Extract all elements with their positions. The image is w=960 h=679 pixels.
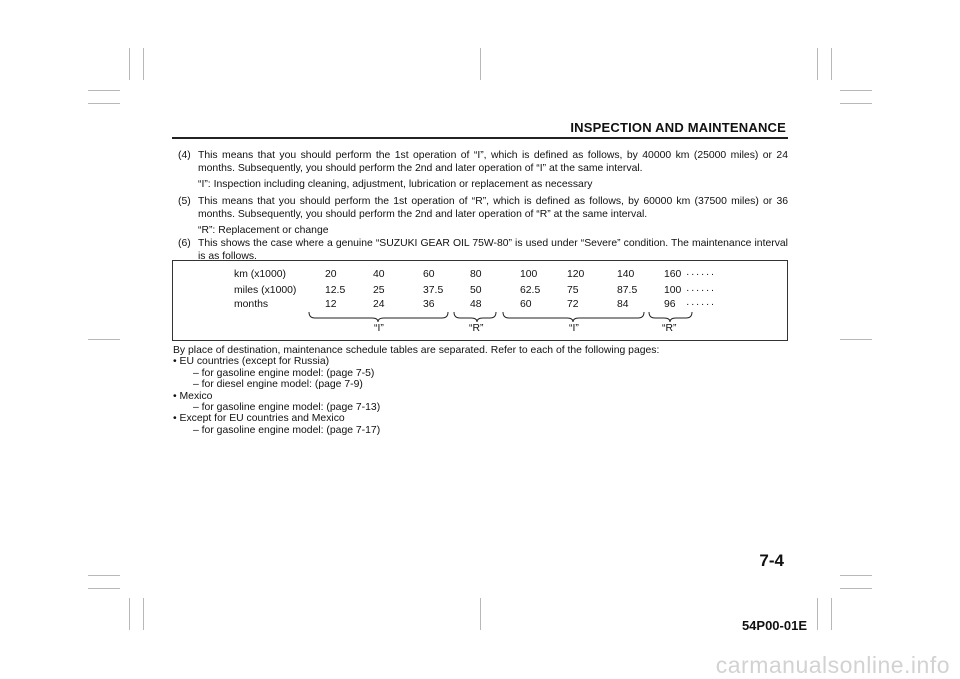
item-text: This shows the case where a genuine “SUZUKI GEAR OIL 75W-80” is used under “Severe” condition. The maintenance interval is as follows.	[198, 238, 788, 262]
crop-mark	[840, 103, 872, 104]
km-value: 100	[520, 269, 538, 280]
brace-label: “I”	[374, 323, 384, 334]
brace-label: “R”	[469, 323, 484, 334]
km-value: 80	[470, 269, 482, 280]
miles-value: 87.5	[617, 285, 638, 296]
item-number: (4)	[178, 150, 191, 161]
km-value: 40	[373, 269, 385, 280]
sub-mexico-gasoline: – for gasoline engine model: (page 7-13)	[193, 402, 381, 414]
months-value: 60	[520, 299, 532, 310]
document-code: 54P00-01E	[741, 618, 807, 633]
row-label-km: km (x1000)	[234, 269, 286, 280]
months-value: 72	[567, 299, 579, 310]
row-label-miles: miles (x1000)	[234, 285, 297, 296]
crop-mark	[480, 598, 481, 630]
crop-mark	[840, 588, 872, 589]
crop-mark	[840, 90, 872, 91]
item-text: This means that you should perform the 1st operation of “I”, which is defined as follows, by 40000 km (25000 miles) or 24 months. Subsequently, you should perform the 2nd and later operation of “I” at the same interval.	[198, 150, 788, 174]
miles-value: 12.5	[325, 285, 346, 296]
sub-eu-diesel: – for diesel engine model: (page 7-9)	[193, 379, 363, 391]
item-4	[178, 150, 788, 175]
item-5	[178, 196, 788, 221]
crop-mark	[817, 598, 818, 630]
miles-value: 62.5	[520, 285, 541, 296]
watermark: carmanualsonline.info	[715, 652, 950, 678]
interval-table	[172, 260, 788, 341]
months-value: 84	[617, 299, 629, 310]
row-label-months: months	[234, 299, 269, 310]
months-value: 48	[470, 299, 482, 310]
km-value: 20	[325, 269, 337, 280]
miles-value: 37.5	[423, 285, 444, 296]
km-continuation: ······	[686, 269, 716, 280]
crop-mark	[143, 598, 144, 630]
months-value: 96	[664, 299, 676, 310]
brace-r-second	[649, 312, 692, 322]
miles-value: 100	[664, 285, 682, 296]
item-4-sub: “I”: Inspection including cleaning, adjustment, lubrication or replacement as necessary	[198, 179, 593, 190]
crop-mark	[88, 339, 120, 340]
miles-value: 25	[373, 285, 385, 296]
crop-mark	[143, 48, 144, 80]
crop-mark	[88, 588, 120, 589]
item-number: (6)	[178, 238, 191, 249]
bullet-other: • Except for EU countries and Mexico	[173, 413, 345, 425]
crop-mark	[480, 48, 481, 80]
item-number: (5)	[178, 196, 191, 207]
notes-intro: By place of destination, maintenance schedule tables are separated. Refer to each of the following pages:	[173, 345, 660, 356]
section-title: INSPECTION AND MAINTENANCE	[570, 120, 786, 135]
bullet-eu: • EU countries (except for Russia)	[173, 356, 330, 368]
miles-value: 75	[567, 285, 579, 296]
crop-mark	[88, 90, 120, 91]
brace-i-second	[503, 312, 644, 322]
km-value: 120	[567, 269, 585, 280]
crop-mark	[817, 48, 818, 80]
miles-value: 50	[470, 285, 482, 296]
miles-continuation: ······	[686, 285, 716, 296]
crop-mark	[840, 339, 872, 340]
months-value: 36	[423, 299, 435, 310]
item-5-sub: “R”: Replacement or change	[198, 225, 329, 236]
sub-other-gasoline: – for gasoline engine model: (page 7-17)	[193, 424, 381, 436]
months-value: 12	[325, 299, 337, 310]
crop-mark	[840, 575, 872, 576]
months-value: 24	[373, 299, 385, 310]
header-rule	[172, 137, 788, 139]
bullet-mexico: • Mexico	[173, 390, 213, 402]
crop-mark	[831, 598, 832, 630]
crop-mark	[88, 103, 120, 104]
crop-mark	[129, 598, 130, 630]
km-value: 140	[617, 269, 635, 280]
item-text: This means that you should perform the 1st operation of “R”, which is defined as follows, by 60000 km (37500 miles) or 36 months. Subsequently, you should perform the 2nd and later operation of “R” at the same interval.	[198, 196, 788, 220]
crop-mark	[129, 48, 130, 80]
km-value: 160	[664, 269, 682, 280]
crop-mark	[88, 575, 120, 576]
sub-eu-gasoline: – for gasoline engine model: (page 7-5)	[193, 367, 375, 379]
crop-mark	[831, 48, 832, 80]
page-number: 7-4	[759, 551, 784, 570]
destination-notes	[173, 345, 659, 436]
brace-r-first	[454, 312, 496, 322]
months-continuation: ······	[686, 299, 716, 310]
brace-label: “I”	[569, 323, 579, 334]
km-value: 60	[423, 269, 435, 280]
brace-i-first	[309, 312, 448, 322]
brace-label: “R”	[662, 323, 677, 334]
